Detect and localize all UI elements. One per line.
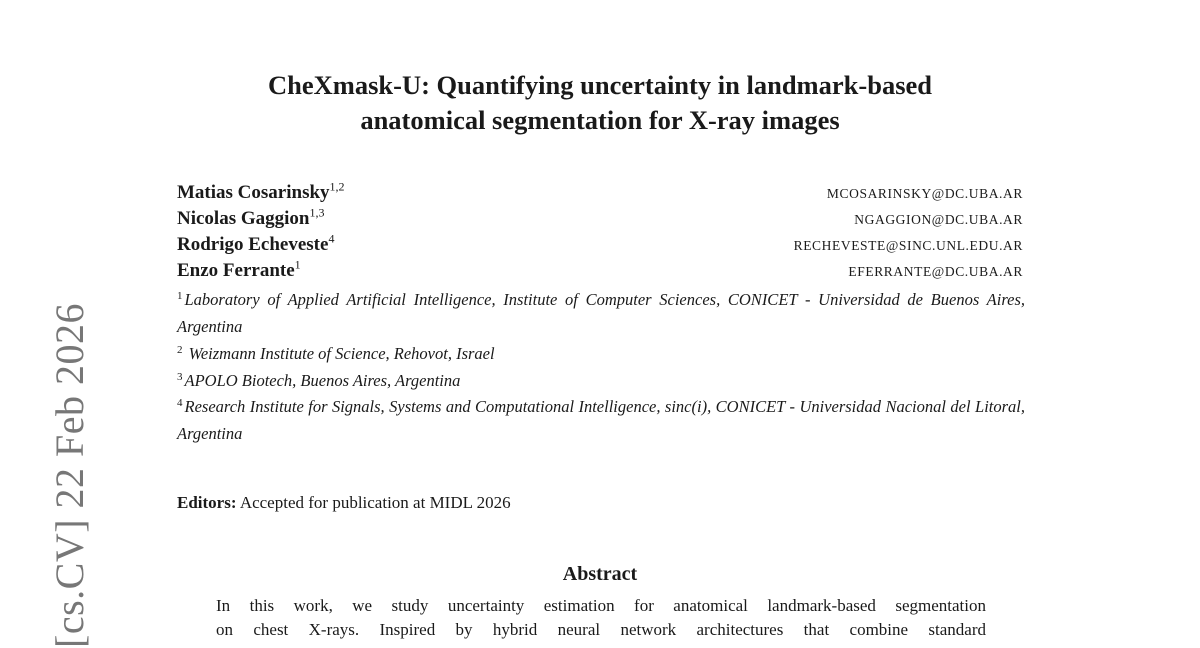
affiliation-text: APOLO Biotech, Buenos Aires, Argentina [184,371,461,390]
paper-title-line-1: CheXmask-U: Quantifying uncertainty in landmark-based [267,70,933,100]
author-email[interactable]: NGAGGION@DC.UBA.AR [854,212,1023,227]
author-affiliation-marker: 4 [328,231,335,246]
author-email[interactable]: MCOSARINSKY@DC.UBA.AR [826,186,1023,201]
abstract-body [216,594,986,642]
author-email[interactable]: RECHEVESTE@SINC.UNL.EDU.AR [793,238,1023,253]
author-row [177,257,1023,286]
author-affiliation-marker: 1 [294,257,301,272]
author-row [177,231,1023,260]
arxiv-sidebar-stamp: [cs.CV] 22 Feb 2026 [47,302,92,648]
affiliation-number: 1 [177,289,183,302]
affiliation-number: 2 [177,343,183,356]
abstract-line: on chest X-rays. Inspired by hybrid neural network architectures that combine standard [216,620,986,639]
paper-title [150,68,1050,138]
author-affiliation-marker: 1,3 [309,205,325,220]
author-name [177,257,301,282]
abstract-heading: Abstract [562,563,638,585]
author-row [177,179,1023,208]
editors-note [177,492,511,514]
affiliation [177,340,1025,367]
author-name [177,231,335,256]
abstract-line: In this work, we study uncertainty estimation for anatomical landmark-based segmentation [216,596,986,615]
author-name [177,205,325,230]
author-email[interactable]: EFERRANTE@DC.UBA.AR [848,264,1023,279]
affiliation-text: Research Institute for Signals, Systems and Computational Intelligence, sinc(i), CONICET - Universidad Nacional del Litoral, Argentina [177,397,1025,443]
paper-title-line-2: anatomical segmentation for X-ray images [360,105,840,135]
editors-text: Accepted for publication at MIDL 2026 [239,493,511,512]
affiliation-text: Weizmann Institute of Science, Rehovot, Israel [184,344,495,363]
author-name-text: Enzo Ferrante [177,260,295,281]
affiliation [177,393,1025,447]
author-row [177,205,1023,234]
affiliation-number: 3 [177,370,183,383]
affiliation [177,286,1025,340]
author-name-text: Nicolas Gaggion [177,208,310,229]
author-name-text: Matias Cosarinsky [177,182,330,203]
author-name-text: Rodrigo Echeveste [177,234,329,255]
affiliation [177,367,1025,394]
author-name [177,179,345,204]
affiliation-text: Laboratory of Applied Artificial Intelligence, Institute of Computer Sciences, CONICET - Universidad de Buenos Aires, Argentina [177,290,1025,336]
affiliation-number: 4 [177,396,183,409]
author-affiliation-marker: 1,2 [329,179,345,194]
editors-label: Editors: [177,493,237,512]
